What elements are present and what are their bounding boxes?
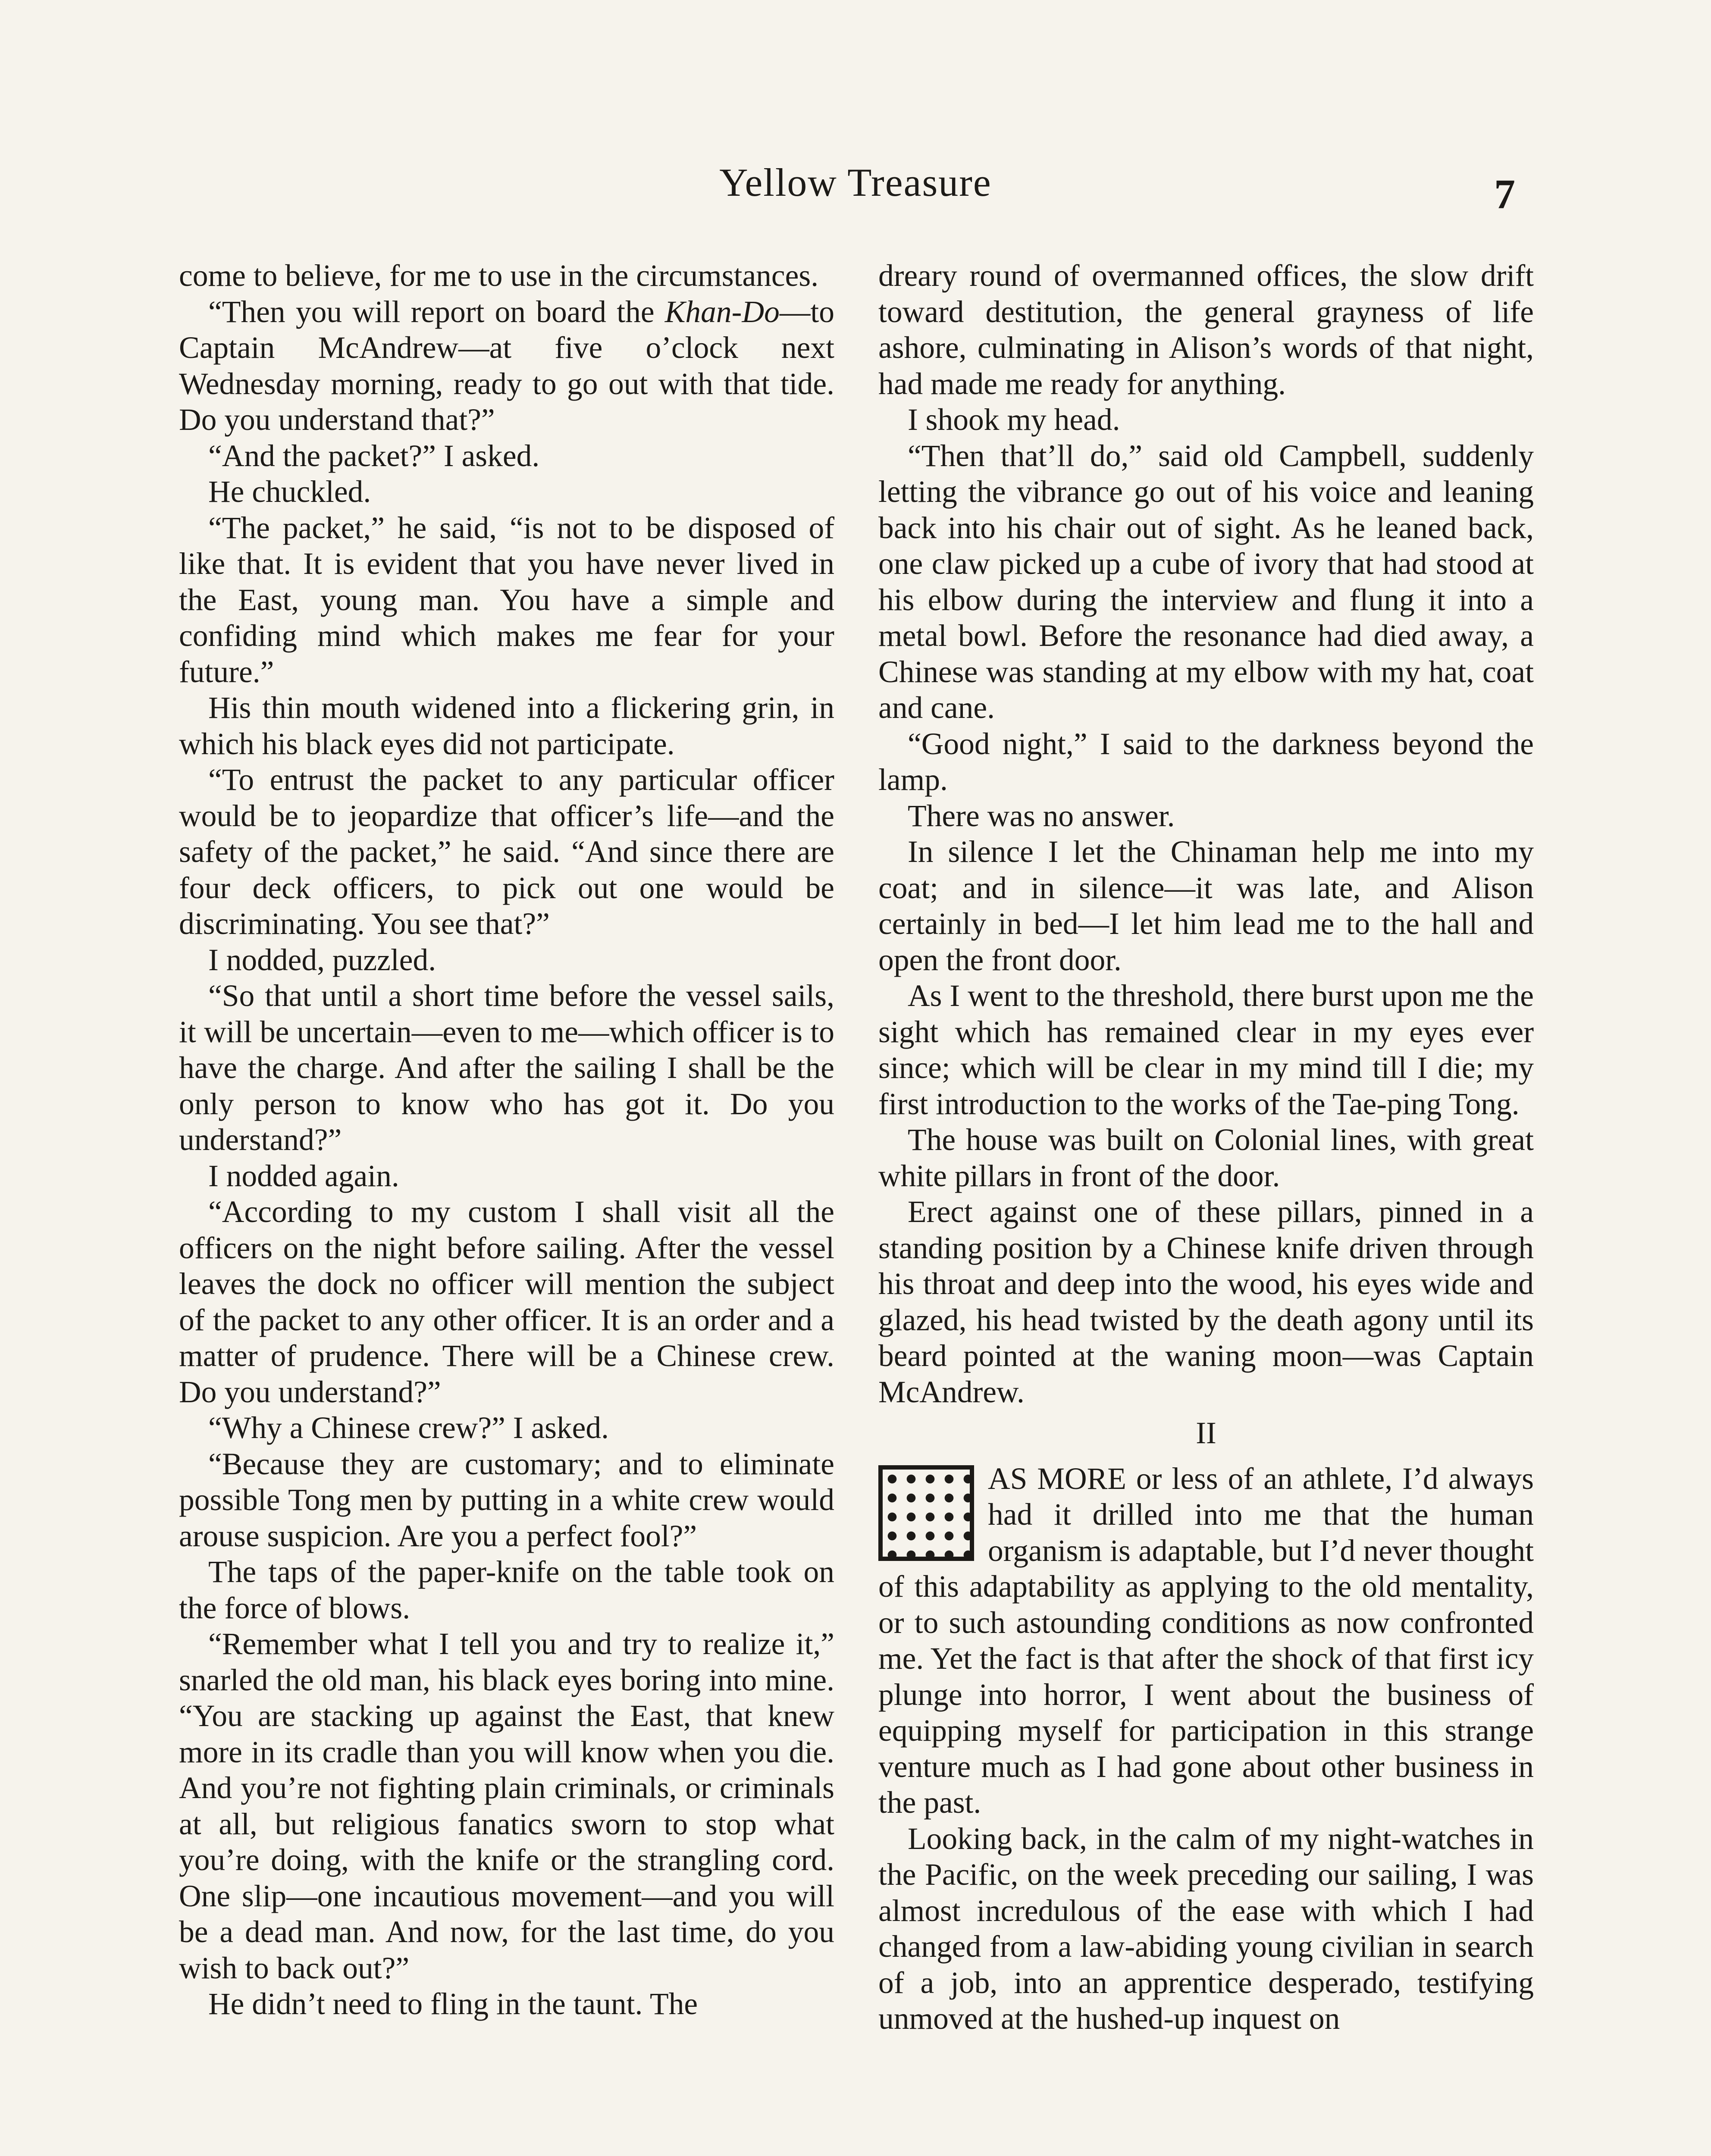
paragraph: There was no answer. — [908, 799, 1175, 833]
paragraph: come to believe, for me to use in the circumstances. — [179, 259, 819, 293]
text-run: AS MORE or less of an athlete, I’d always had it drilled into me that the human organism is adaptable, but I’d never thought of this adaptability as applying to the old mentality, or to such astounding conditions as now confronted me. Yet the fact is that after the shock of that first icy plunge into horror, I went about the business of equipping myself for participation in this strange venture much as I had gone about other business in the past. — [878, 1461, 1534, 1820]
paragraph: “Why a Chinese crew?” I asked. — [208, 1411, 609, 1445]
paragraph: Looking back, in the calm of my night-watches in the Pacific, on the week preceding our sailing, I was almost incredulous of the ease with which I had changed from a law-abiding young civilian in search of a job, into an apprentice desperado, testifying unmoved at the hushed-up inquest on — [878, 1821, 1534, 2036]
ship-name: Khan-Do — [664, 295, 780, 329]
running-title: Yellow Treasure — [719, 160, 992, 204]
paragraph: “So that until a short time before the vessel sails, it will be uncertain—even to me—which officer is to have the charge. And after the sailing I shall be the only person to know who has got it. Do you understand?” — [179, 979, 834, 1157]
paragraph: The taps of the paper-knife on the table took on the force of blows. — [179, 1555, 834, 1625]
paragraph: He didn’t need to fling in the taunt. The — [208, 1987, 698, 2021]
paragraph: As I went to the threshold, there burst upon me the sight which has remained clear in my eyes ever since; which will be clear in my mind till I die; my first introduction to the works of the Tae-ping Tong. — [878, 979, 1534, 1121]
paragraph: “To entrust the packet to any particular officer would be to jeopardize that officer’s life—and the safety of the packet,” he said. “And since there are four deck officers, to pick out one would be discriminating. You see that?” — [179, 763, 834, 941]
paragraph: “Good night,” I said to the darkness beyond the lamp. — [878, 727, 1534, 797]
paragraph: I shook my head. — [908, 403, 1120, 437]
section-number: II — [1196, 1416, 1216, 1450]
paragraph: “Remember what I tell you and try to realize it,” snarled the old man, his black eyes boring into mine. “You are stacking up against the East, that knew more in its cradle than you will know when you die. And you’re not fighting plain criminals, or criminals at all, but religious fanatics sworn to stop what you’re doing, with the knife or the strangling cord. One slip—one incautious movement—and you will be a dead man. And now, for the last time, do you wish to back out?” — [179, 1627, 834, 1985]
paragraph: His thin mouth widened into a flickering grin, in which his black eyes did not participate. — [179, 691, 834, 761]
paragraph: I nodded, puzzled. — [208, 943, 436, 977]
paragraph: “According to my custom I shall visit all the officers on the night before sailing. After the vessel leaves the dock no officer will mention the subject of the packet to any other officer. It is an order and a matter of prudence. There will be a Chinese crew. Do you understand?” — [179, 1195, 834, 1409]
page-number: 7 — [1494, 171, 1515, 218]
paragraph: I nodded again. — [208, 1159, 399, 1193]
paragraph: The house was built on Colonial lines, with great white pillars in front of the door. — [878, 1123, 1534, 1193]
paragraph: “Because they are customary; and to eliminate possible Tong men by putting in a white crew would arouse suspicion. Are you a perfect fool?” — [179, 1447, 834, 1553]
paragraph — [179, 294, 834, 438]
paragraph: “Then that’ll do,” said old Campbell, suddenly letting the vibrance go out of his voice and leaning back into his chair out of sight. As he leaned back, one claw picked up a cube of ivory that had stood at his elbow during the interview and flung it into a metal bowl. Before the resonance had died away, a Chinese was standing at my elbow with my hat, coat and cane. — [878, 439, 1534, 725]
text-run: “Then you will report on board the — [208, 295, 665, 329]
text-run: —to Captain McAndrew—at five o’clock next Wednesday morning, ready to go out with that tide. Do you understand that?” — [179, 295, 834, 437]
paragraph: “The packet,” he said, “is not to be disposed of like that. It is evident that you have never lived in the East, young man. You have a simple and confiding mind which makes me fear for your future.” — [179, 511, 834, 689]
decorative-initial-icon — [878, 1465, 974, 1561]
right-column — [878, 258, 1534, 2037]
left-column — [179, 258, 834, 2022]
paragraph: Erect against one of these pillars, pinned in a standing position by a Chinese knife driven through his throat and deep into the wood, his eyes wide and glazed, his head twisted by the death agony until its beard pointed at the waning moon—was Captain McAndrew. — [878, 1195, 1534, 1409]
paragraph: He chuckled. — [208, 475, 371, 509]
paragraph: dreary round of overmanned offices, the slow drift toward destitution, the general grayness of life ashore, culminating in Alison’s words of that night, had made me ready for anything. — [878, 259, 1534, 401]
paragraph: In silence I let the Chinaman help me into my coat; and in silence—it was late, and Alison certainly in bed—I let him lead me to the hall and open the front door. — [878, 835, 1534, 977]
paragraph — [878, 1461, 1534, 1821]
paragraph: “And the packet?” I asked. — [208, 439, 540, 473]
